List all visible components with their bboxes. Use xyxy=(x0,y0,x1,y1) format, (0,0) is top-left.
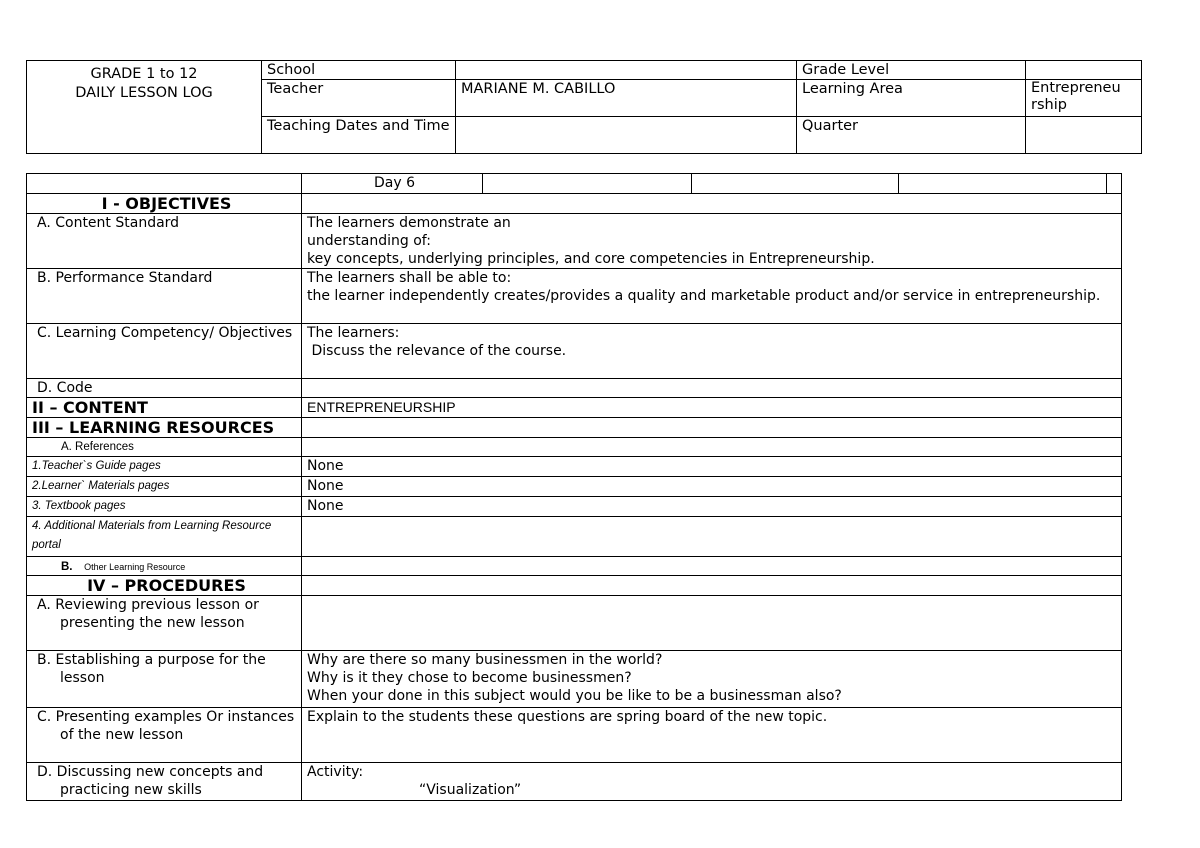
references-value xyxy=(302,438,1122,457)
day-label: Day 6 xyxy=(302,174,483,194)
quarter-field xyxy=(1026,117,1142,154)
reviewing-lesson-label: A. Reviewing previous lesson or presenting the new lesson xyxy=(27,596,302,651)
purpose-question: Why is it they chose to become businessmen? xyxy=(307,670,632,686)
content-standard-line: The learners demonstrate an xyxy=(307,215,511,231)
blank-cell xyxy=(27,174,302,194)
establishing-purpose-label: B. Establishing a purpose for the lesson xyxy=(27,651,302,708)
procedures-heading: IV – PROCEDURES xyxy=(27,576,302,596)
day-column-4 xyxy=(899,174,1107,194)
school-label: School xyxy=(262,61,456,80)
other-resource-label xyxy=(27,557,302,576)
performance-standard-value xyxy=(302,269,1122,324)
references-label: A. References xyxy=(27,438,302,457)
learning-area-field: Entrepreneu rship xyxy=(1026,80,1142,117)
grade-level-label: Grade Level xyxy=(797,61,1026,80)
teacher-label: Teacher xyxy=(262,80,456,117)
procedures-value xyxy=(302,576,1122,596)
code-label: D. Code xyxy=(27,379,302,398)
content-standard-line: understanding of: xyxy=(307,233,431,249)
objectives-value xyxy=(302,194,1122,214)
day-column-3 xyxy=(692,174,899,194)
content-value: ENTREPRENEURSHIP xyxy=(302,398,1122,418)
presenting-examples-value: Explain to the students these questions are spring board of the new topic. xyxy=(302,708,1122,763)
teacher-field: MARIANE M. CABILLO xyxy=(456,80,797,117)
log-title-line1: GRADE 1 to 12 xyxy=(90,66,198,82)
presenting-examples-label: C. Presenting examples Or instances of the new lesson xyxy=(27,708,302,763)
day-column-5 xyxy=(1107,174,1122,194)
school-field xyxy=(456,61,797,80)
discussing-concepts-value xyxy=(302,763,1122,801)
additional-materials-label: 4. Additional Materials from Learning Resource portal xyxy=(27,517,302,557)
lesson-table xyxy=(26,173,1122,801)
purpose-question: When your done in this subject would you be like to be a businessman also? xyxy=(307,688,842,704)
discussing-concepts-label: D. Discussing new concepts and practicing new skills xyxy=(27,763,302,801)
header-table xyxy=(26,60,1142,154)
log-title xyxy=(27,61,262,154)
performance-standard-label: B. Performance Standard xyxy=(27,269,302,324)
teachers-guide-value: None xyxy=(302,457,1122,477)
purpose-question: Why are there so many businessmen in the world? xyxy=(307,652,663,668)
performance-standard-line: the learner independently creates/provides a quality and marketable product and/or service in entrepreneurship. xyxy=(307,288,1101,304)
content-standard-value xyxy=(302,214,1122,269)
content-heading: II – CONTENT xyxy=(27,398,302,418)
other-resource-value xyxy=(302,557,1122,576)
establishing-purpose-value xyxy=(302,651,1122,708)
quarter-label: Quarter xyxy=(797,117,1026,154)
log-title-line2: DAILY LESSON LOG xyxy=(75,85,213,101)
learning-resources-value xyxy=(302,418,1122,438)
performance-standard-line: The learners shall be able to: xyxy=(307,270,512,286)
other-resource-text: Other Learning Resource xyxy=(84,562,186,572)
textbook-value: None xyxy=(302,497,1122,517)
textbook-label: 3. Textbook pages xyxy=(27,497,302,517)
teaching-dates-label: Teaching Dates and Time xyxy=(262,117,456,154)
content-standard-label: A. Content Standard xyxy=(27,214,302,269)
learning-area-label: Learning Area xyxy=(797,80,1026,117)
learning-competency-label: C. Learning Competency/ Objectives xyxy=(27,324,302,379)
learning-competency-value xyxy=(302,324,1122,379)
reviewing-lesson-value xyxy=(302,596,1122,651)
activity-title: “Visualization” xyxy=(419,782,522,798)
grade-level-field xyxy=(1026,61,1142,80)
teaching-dates-field xyxy=(456,117,797,154)
content-standard-line: key concepts, underlying principles, and core competencies in Entrepreneurship. xyxy=(307,251,875,267)
learning-resources-heading: III – LEARNING RESOURCES xyxy=(27,418,302,438)
other-resource-letter: B. xyxy=(61,561,73,573)
learners-materials-label: 2.Learner` Materials pages xyxy=(27,477,302,497)
code-value xyxy=(302,379,1122,398)
learning-competency-line: The learners: xyxy=(307,325,400,341)
activity-label: Activity: xyxy=(307,764,364,780)
day-column-2 xyxy=(483,174,692,194)
learners-materials-value: None xyxy=(302,477,1122,497)
objectives-heading: I - OBJECTIVES xyxy=(27,194,302,214)
learning-competency-line: Discuss the relevance of the course. xyxy=(307,343,567,359)
additional-materials-value xyxy=(302,517,1122,557)
teachers-guide-label: 1.Teacher`s Guide pages xyxy=(27,457,302,477)
